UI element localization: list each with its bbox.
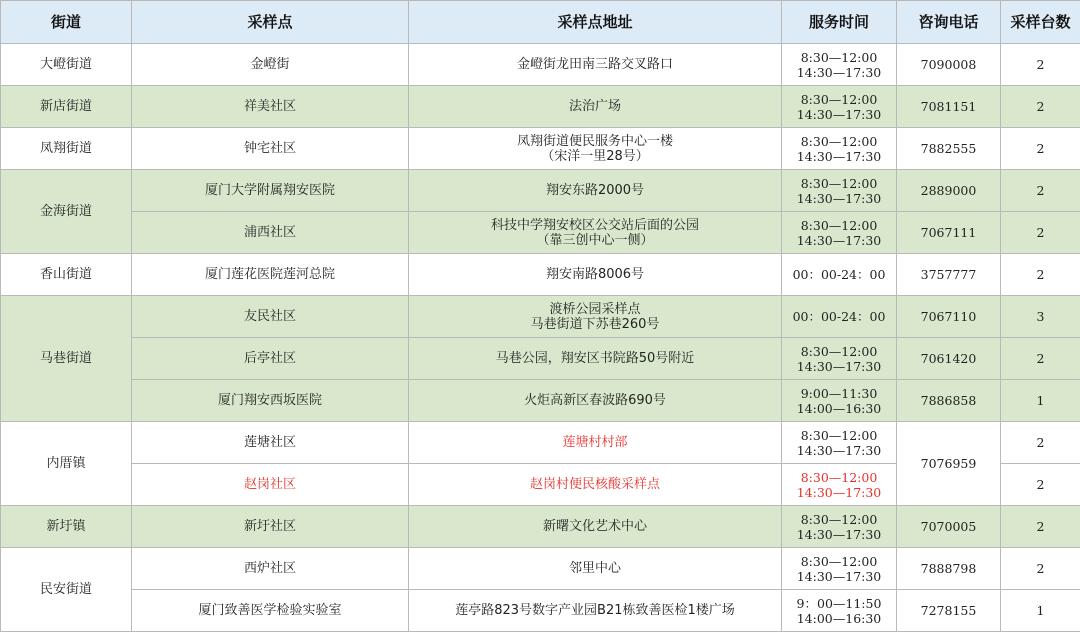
hours-line: 8:30—12:00 bbox=[800, 427, 878, 443]
address-cell bbox=[409, 128, 782, 170]
header-phone: 咨询电话 bbox=[897, 1, 1001, 44]
hours-cell bbox=[782, 296, 897, 338]
count-cell: 2 bbox=[1001, 548, 1080, 590]
table-row bbox=[1, 254, 1080, 296]
hours-line: 14:30—17:30 bbox=[796, 442, 882, 458]
hours-cell bbox=[782, 44, 897, 86]
address-cell bbox=[409, 380, 782, 422]
hours-line: 8:30—12:00 bbox=[800, 49, 878, 65]
address-line: 莲亭路823号数字产业园B21栋致善医检1楼广场 bbox=[455, 603, 735, 618]
address-cell bbox=[409, 422, 782, 464]
hours-cell bbox=[782, 254, 897, 296]
site-cell: 祥美社区 bbox=[132, 86, 409, 128]
address-cell bbox=[409, 548, 782, 590]
count-cell: 1 bbox=[1001, 590, 1080, 632]
table-row bbox=[1, 548, 1080, 590]
hours-line: 14:30—17:30 bbox=[796, 232, 882, 248]
address-line: 马巷街道下苏巷260号 bbox=[530, 316, 660, 332]
address-line: 莲塘村村部 bbox=[562, 435, 628, 450]
phone-cell: 2889000 bbox=[897, 170, 1001, 212]
address-line: 科技中学翔安校区公交站后面的公园 bbox=[490, 217, 699, 233]
address-line: 金嶝街龙田南三路交叉路口 bbox=[516, 57, 673, 72]
hours-line: 9：00—11:50 bbox=[796, 595, 882, 611]
count-cell: 2 bbox=[1001, 464, 1080, 506]
address-cell bbox=[409, 590, 782, 632]
header-hours: 服务时间 bbox=[782, 1, 897, 44]
hours-cell bbox=[782, 590, 897, 632]
address-line: 翔安南路8006号 bbox=[545, 267, 645, 282]
site-cell: 后亭社区 bbox=[132, 338, 409, 380]
header-count: 采样台数 bbox=[1001, 1, 1080, 44]
table-row bbox=[1, 128, 1080, 170]
site-cell: 钟宅社区 bbox=[132, 128, 409, 170]
hours-line: 00：00-24：00 bbox=[792, 309, 886, 324]
street-cell: 香山街道 bbox=[1, 254, 132, 296]
phone-cell: 7076959 bbox=[897, 422, 1001, 506]
hours-line: 14:30—17:30 bbox=[796, 148, 882, 164]
count-cell: 2 bbox=[1001, 44, 1080, 86]
phone-cell: 7888798 bbox=[897, 548, 1001, 590]
phone-cell: 7886858 bbox=[897, 380, 1001, 422]
address-cell bbox=[409, 338, 782, 380]
phone-cell: 7278155 bbox=[897, 590, 1001, 632]
phone-cell: 3757777 bbox=[897, 254, 1001, 296]
address-cell bbox=[409, 212, 782, 254]
phone-cell: 7081151 bbox=[897, 86, 1001, 128]
street-cell: 内厝镇 bbox=[1, 422, 132, 506]
hours-line: 14:30—17:30 bbox=[796, 526, 882, 542]
street-cell: 金海街道 bbox=[1, 170, 132, 254]
phone-cell: 7090008 bbox=[897, 44, 1001, 86]
site-cell: 金嶝街 bbox=[132, 44, 409, 86]
hours-line: 14:30—17:30 bbox=[796, 358, 882, 374]
address-line: 马巷公园，翔安区书院路50号附近 bbox=[495, 351, 695, 366]
hours-line: 14:00—16:30 bbox=[796, 610, 882, 626]
count-cell: 1 bbox=[1001, 380, 1080, 422]
address-cell bbox=[409, 44, 782, 86]
hours-cell bbox=[782, 422, 897, 464]
site-cell: 厦门致善医学检验实验室 bbox=[132, 590, 409, 632]
site-cell: 厦门翔安西坂医院 bbox=[132, 380, 409, 422]
site-cell: 厦门莲花医院莲河总院 bbox=[132, 254, 409, 296]
site-cell: 浦西社区 bbox=[132, 212, 409, 254]
address-cell bbox=[409, 464, 782, 506]
hours-cell bbox=[782, 548, 897, 590]
hours-line: 00：00-24：00 bbox=[792, 267, 886, 282]
hours-cell bbox=[782, 170, 897, 212]
count-cell: 2 bbox=[1001, 128, 1080, 170]
table-row bbox=[1, 506, 1080, 548]
count-cell: 2 bbox=[1001, 212, 1080, 254]
header-site: 采样点 bbox=[132, 1, 409, 44]
hours-cell bbox=[782, 464, 897, 506]
phone-cell: 7061420 bbox=[897, 338, 1001, 380]
address-line: 法治广场 bbox=[568, 99, 621, 114]
table-row bbox=[1, 590, 1080, 632]
hours-cell bbox=[782, 86, 897, 128]
address-line: 翔安东路2000号 bbox=[545, 183, 645, 198]
address-cell bbox=[409, 86, 782, 128]
street-cell: 新圩镇 bbox=[1, 506, 132, 548]
site-cell: 厦门大学附属翔安医院 bbox=[132, 170, 409, 212]
address-line: （靠三创中心一侧） bbox=[536, 232, 654, 248]
count-cell: 2 bbox=[1001, 338, 1080, 380]
phone-cell: 7070005 bbox=[897, 506, 1001, 548]
street-cell: 马巷街道 bbox=[1, 296, 132, 422]
count-cell: 3 bbox=[1001, 296, 1080, 338]
table-row bbox=[1, 170, 1080, 212]
site-cell: 莲塘社区 bbox=[132, 422, 409, 464]
hours-line: 9:00—11:30 bbox=[800, 385, 878, 401]
address-line: （宋洋一里28号） bbox=[541, 148, 649, 164]
hours-cell bbox=[782, 506, 897, 548]
hours-cell bbox=[782, 380, 897, 422]
table-row bbox=[1, 338, 1080, 380]
hours-line: 8:30—12:00 bbox=[800, 343, 878, 359]
hours-line: 14:30—17:30 bbox=[796, 64, 882, 80]
site-cell: 西炉社区 bbox=[132, 548, 409, 590]
hours-cell bbox=[782, 212, 897, 254]
hours-line: 8:30—12:00 bbox=[800, 553, 878, 569]
street-cell: 新店街道 bbox=[1, 86, 132, 128]
count-cell: 2 bbox=[1001, 170, 1080, 212]
address-cell bbox=[409, 254, 782, 296]
site-cell: 赵岗社区 bbox=[132, 464, 409, 506]
table-row bbox=[1, 86, 1080, 128]
address-line: 火炬高新区春波路690号 bbox=[524, 393, 666, 408]
table-row bbox=[1, 44, 1080, 86]
hours-line: 14:30—17:30 bbox=[796, 568, 882, 584]
phone-cell: 7067111 bbox=[897, 212, 1001, 254]
address-line: 新曙文化艺术中心 bbox=[542, 519, 647, 534]
table-row bbox=[1, 296, 1080, 338]
table-row bbox=[1, 380, 1080, 422]
street-cell: 民安街道 bbox=[1, 548, 132, 632]
hours-cell bbox=[782, 128, 897, 170]
street-cell: 大嶝街道 bbox=[1, 44, 132, 86]
hours-line: 14:30—17:30 bbox=[796, 484, 882, 500]
hours-line: 8:30—12:00 bbox=[800, 175, 878, 191]
address-cell bbox=[409, 170, 782, 212]
site-cell: 新圩社区 bbox=[132, 506, 409, 548]
phone-cell: 7067110 bbox=[897, 296, 1001, 338]
hours-cell bbox=[782, 338, 897, 380]
count-cell: 2 bbox=[1001, 254, 1080, 296]
hours-line: 14:30—17:30 bbox=[796, 106, 882, 122]
street-cell: 凤翔街道 bbox=[1, 128, 132, 170]
hours-line: 14:30—17:30 bbox=[796, 190, 882, 206]
table-row bbox=[1, 422, 1080, 464]
address-line: 邻里中心 bbox=[568, 561, 621, 576]
address-cell bbox=[409, 296, 782, 338]
phone-cell: 7882555 bbox=[897, 128, 1001, 170]
hours-line: 8:30—12:00 bbox=[800, 469, 878, 485]
address-line: 赵岗村便民核酸采样点 bbox=[529, 477, 660, 492]
address-cell bbox=[409, 506, 782, 548]
hours-line: 8:30—12:00 bbox=[800, 91, 878, 107]
header-row bbox=[1, 1, 1080, 44]
count-cell: 2 bbox=[1001, 422, 1080, 464]
hours-line: 8:30—12:00 bbox=[800, 511, 878, 527]
hours-line: 14:00—16:30 bbox=[796, 400, 882, 416]
hours-line: 8:30—12:00 bbox=[800, 217, 878, 233]
count-cell: 2 bbox=[1001, 506, 1080, 548]
header-address: 采样点地址 bbox=[409, 1, 782, 44]
count-cell: 2 bbox=[1001, 86, 1080, 128]
table-row bbox=[1, 212, 1080, 254]
site-cell: 友民社区 bbox=[132, 296, 409, 338]
header-street: 街道 bbox=[1, 1, 132, 44]
hours-line: 8:30—12:00 bbox=[800, 133, 878, 149]
address-line: 凤翔街道便民服务中心一楼 bbox=[516, 133, 673, 149]
address-line: 渡桥公园采样点 bbox=[549, 301, 641, 317]
